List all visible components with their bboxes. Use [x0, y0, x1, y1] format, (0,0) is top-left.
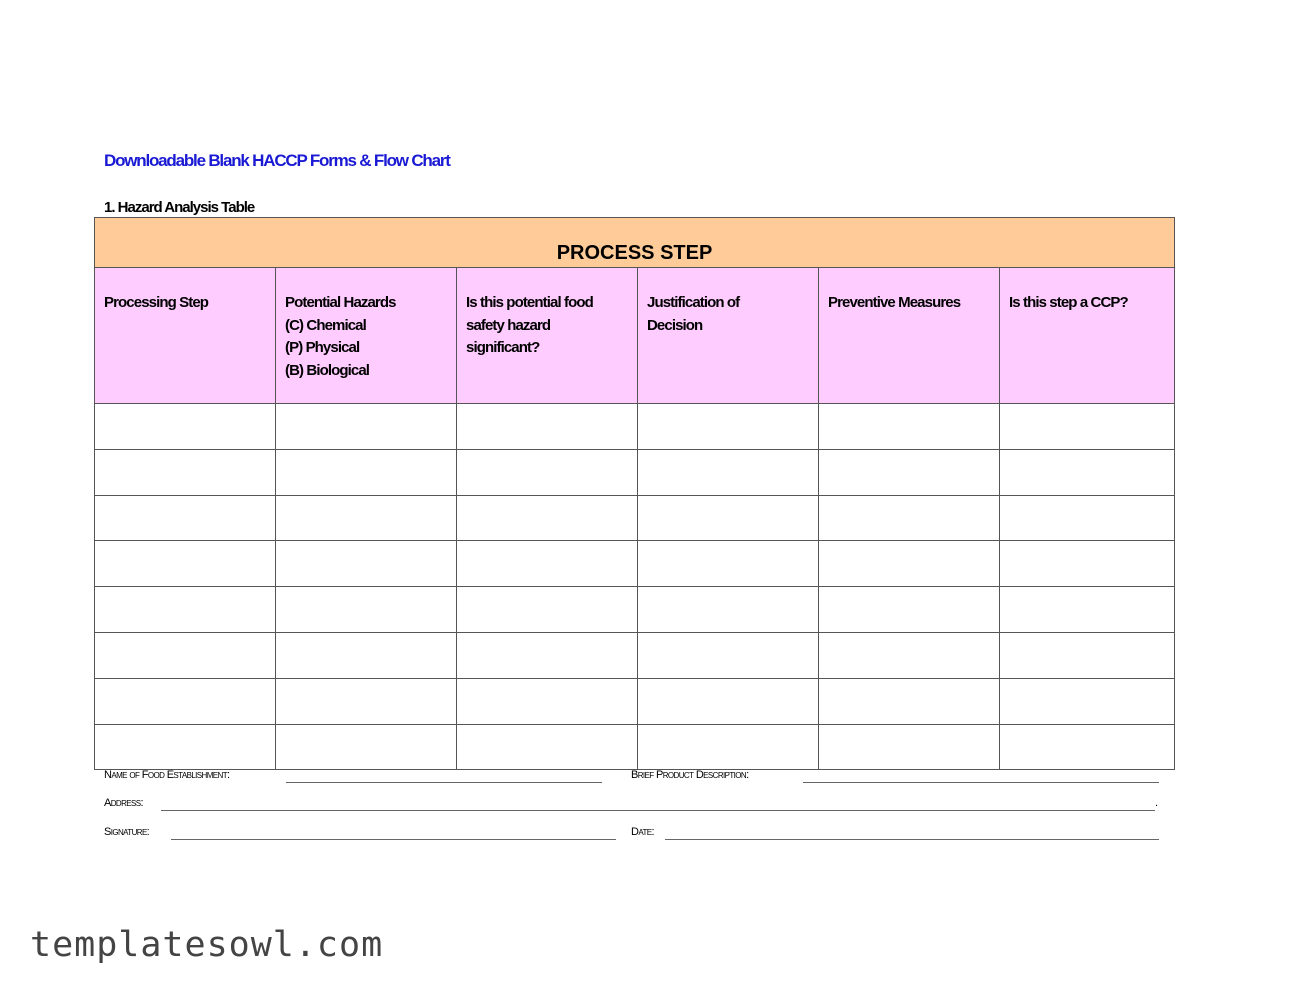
process-step-band-row: [95, 218, 1175, 268]
table-cell[interactable]: [638, 678, 819, 724]
address-field[interactable]: [161, 810, 1155, 811]
table-cell[interactable]: [819, 632, 1000, 678]
column-header-3: [457, 268, 638, 404]
table-cell[interactable]: [457, 449, 638, 495]
table-row: [95, 541, 1175, 587]
table-cell[interactable]: [638, 404, 819, 450]
column-header-line: safety hazard: [466, 316, 551, 334]
table-row: [95, 449, 1175, 495]
hazard-analysis-table: [94, 217, 1175, 770]
table-cell[interactable]: [1000, 541, 1175, 587]
table-row: [95, 632, 1175, 678]
watermark-text: templatesowl.com: [30, 925, 384, 965]
table-cell[interactable]: [276, 632, 457, 678]
table-cell[interactable]: [819, 495, 1000, 541]
table-cell[interactable]: [638, 587, 819, 633]
column-header-6: [1000, 268, 1175, 404]
table-cell[interactable]: [819, 678, 1000, 724]
table-cell[interactable]: [819, 449, 1000, 495]
date-field[interactable]: [665, 839, 1159, 840]
table-cell[interactable]: [276, 449, 457, 495]
column-header-line: Preventive Measures: [828, 294, 961, 311]
column-header-line: Decision: [647, 316, 703, 334]
table-cell[interactable]: [638, 449, 819, 495]
table-cell[interactable]: [95, 724, 276, 770]
product-description-label: Brief Product Description:: [631, 769, 749, 781]
table-cell[interactable]: [819, 541, 1000, 587]
column-header-2: [276, 268, 457, 404]
table-cell[interactable]: [95, 632, 276, 678]
table-cell[interactable]: [1000, 449, 1175, 495]
table-cell[interactable]: [1000, 495, 1175, 541]
table-cell[interactable]: [276, 541, 457, 587]
establishment-label: Name of Food Establishment:: [104, 769, 230, 781]
document-title: Downloadable Blank HACCP Forms & Flow Chart: [104, 151, 450, 170]
column-header-row: [95, 268, 1175, 404]
table-cell[interactable]: [1000, 587, 1175, 633]
signature-label: Signature:: [104, 826, 150, 838]
signature-field[interactable]: [171, 839, 616, 840]
table-cell[interactable]: [276, 495, 457, 541]
process-step-label: PROCESS STEP: [556, 242, 713, 264]
column-header-4: [638, 268, 819, 404]
table-cell[interactable]: [457, 404, 638, 450]
table-cell[interactable]: [819, 404, 1000, 450]
table-cell[interactable]: [457, 587, 638, 633]
column-header-line: (B) Biological: [285, 361, 370, 379]
table-cell[interactable]: [457, 495, 638, 541]
table-cell[interactable]: [457, 632, 638, 678]
table-cell[interactable]: [1000, 678, 1175, 724]
table-cell[interactable]: [95, 541, 276, 587]
column-header-line: Potential Hazards: [285, 294, 396, 311]
table-cell[interactable]: [95, 404, 276, 450]
table-cell[interactable]: [819, 587, 1000, 633]
table-cell[interactable]: [638, 724, 819, 770]
table-cell[interactable]: [95, 678, 276, 724]
table-cell[interactable]: [276, 724, 457, 770]
table-cell[interactable]: [457, 724, 638, 770]
column-header-line: significant?: [466, 339, 540, 356]
table-cell[interactable]: [95, 587, 276, 633]
column-header-line: Is this step a CCP?: [1009, 294, 1128, 311]
table-cell[interactable]: [276, 678, 457, 724]
table-cell[interactable]: [819, 724, 1000, 770]
column-header-5: [819, 268, 1000, 404]
table-cell[interactable]: [638, 541, 819, 587]
table-cell[interactable]: [95, 449, 276, 495]
column-header-line: Justification of: [647, 294, 740, 311]
table-row: [95, 724, 1175, 770]
column-header-line: (P) Physical: [285, 339, 360, 356]
table-cell[interactable]: [457, 678, 638, 724]
table-cell[interactable]: [276, 404, 457, 450]
date-label: Date:: [631, 826, 654, 838]
table-cell[interactable]: [638, 632, 819, 678]
table-cell[interactable]: [1000, 724, 1175, 770]
table-cell[interactable]: [457, 541, 638, 587]
establishment-field[interactable]: [286, 782, 602, 783]
table-cell[interactable]: [1000, 404, 1175, 450]
section-title: 1. Hazard Analysis Table: [104, 199, 255, 216]
table-cell[interactable]: [95, 495, 276, 541]
table-cell[interactable]: [276, 587, 457, 633]
address-label: Address:: [104, 797, 143, 809]
table-row: [95, 678, 1175, 724]
column-header-line: Is this potential food: [466, 294, 593, 311]
column-header-line: Processing Step: [104, 294, 209, 311]
column-header-line: (C) Chemical: [285, 316, 366, 334]
table-row: [95, 404, 1175, 450]
table-cell[interactable]: [1000, 632, 1175, 678]
product-description-field[interactable]: [803, 782, 1159, 783]
table-row: [95, 587, 1175, 633]
table-cell[interactable]: [638, 495, 819, 541]
address-end-mark: .: [1155, 797, 1158, 809]
column-header-1: [95, 268, 276, 404]
table-row: [95, 495, 1175, 541]
process-step-band: [95, 218, 1175, 268]
